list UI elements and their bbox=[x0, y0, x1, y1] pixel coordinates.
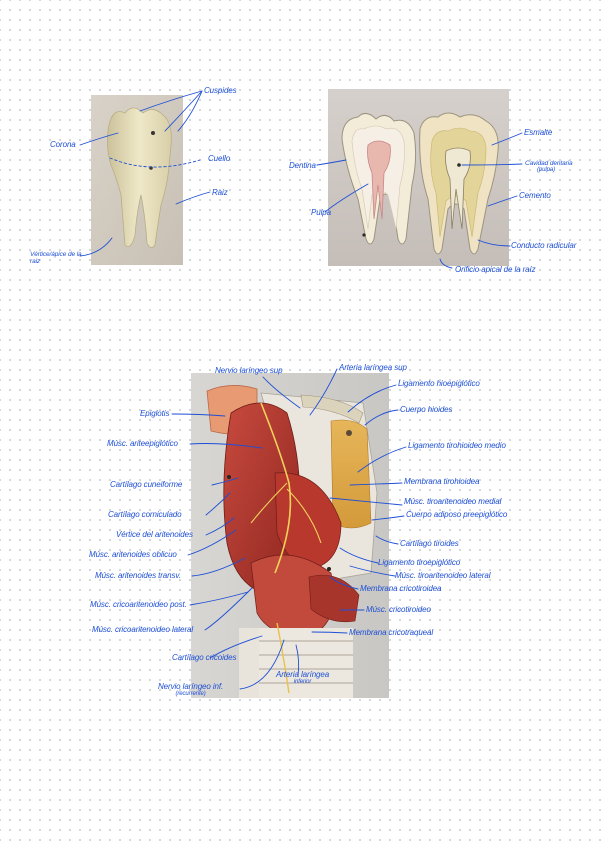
label-musc-cricoaritenoideo-post: Músc. cricoaritenoideo post. bbox=[90, 600, 187, 609]
label-arteria-laringea-inf-sub: inferior bbox=[293, 679, 312, 685]
label-arteria-laringea-inf-main: Arteria laríngea bbox=[276, 670, 330, 679]
label-cemento: Cemento bbox=[519, 191, 551, 200]
label-pulpa: Pulpa bbox=[311, 208, 331, 217]
label-cuello: Cuello bbox=[208, 154, 231, 163]
label-nervio-laringeo-inf-sub: (recurrente) bbox=[175, 691, 206, 697]
label-musc-aritenoides-oblicuo: Músc. aritenoides oblicuo bbox=[89, 550, 177, 559]
label-cuspides: Cuspides bbox=[204, 86, 237, 95]
molar-external-photo bbox=[91, 95, 183, 265]
label-raiz: Raiz bbox=[212, 188, 228, 197]
label-orificio: Orificio apical de la raíz bbox=[455, 265, 536, 274]
label-membrana-cricotraqueal: Membrana cricotraqueal bbox=[349, 628, 434, 637]
label-arteria-laringea-sup: Arteria laríngea sup bbox=[339, 363, 407, 372]
label-nervio-laringeo-sup: Nervio laríngeo sup bbox=[215, 366, 283, 375]
larynx-model-photo bbox=[191, 373, 389, 698]
label-cart-corniculado: Cartílago corniculado bbox=[108, 510, 182, 519]
label-vertice-aritenoides: Vértice del aritenoides bbox=[116, 530, 193, 539]
label-vertice: Vértice/ápice de la raiz bbox=[30, 251, 82, 265]
label-cart-tiroides: Cartílago tiroides bbox=[400, 539, 459, 548]
label-cuerpo-adiposo: Cuerpo adiposo preepiglótico bbox=[406, 510, 508, 519]
label-cart-cuneiforme: Cartílago cuneiforme bbox=[110, 480, 183, 489]
label-conducto: Conducto radicular bbox=[511, 241, 577, 250]
label-lig-hioepiglotico: Ligamento hioepiglótico bbox=[398, 379, 480, 388]
label-membrana-tirohioidea: Membrana tirohioidea bbox=[404, 477, 480, 486]
label-cuerpo-hioides: Cuerpo hioides bbox=[400, 405, 453, 414]
label-esmalte: Esmalte bbox=[524, 128, 553, 137]
label-dentina: Dentina bbox=[289, 161, 316, 170]
label-musc-aritenoides-transv: Músc. aritenoides transv. bbox=[95, 571, 181, 580]
label-cavidad-sub: (pulpa) bbox=[537, 167, 555, 173]
label-lig-tiroepiglotico: Ligamento tiroepiglótico bbox=[378, 558, 461, 567]
label-cavidad-main: Cavidad dentaria bbox=[525, 160, 573, 167]
label-cart-cricoides: Cartílago cricoides bbox=[172, 653, 237, 662]
label-musc-cricotiroideo: Músc. cricotiroideo bbox=[366, 605, 431, 614]
label-nervio-laringeo-inf bbox=[158, 683, 223, 697]
label-musc-arieepiglotico: Músc. ariteepiglótico bbox=[107, 439, 178, 448]
label-lig-tirohioideo-medio: Ligamento tirohioideo medio bbox=[408, 441, 506, 450]
label-musc-tiroaritenoideo-medial: Músc. tiroaritenoideo medial bbox=[404, 497, 502, 506]
label-arteria-laringea-inf bbox=[276, 671, 329, 685]
molar-section-photo bbox=[328, 89, 509, 266]
label-membrana-cricotiroidea: Membrana cricotiroidea bbox=[360, 584, 442, 593]
label-cavidad bbox=[525, 160, 573, 173]
label-epiglotis: Epiglotis bbox=[140, 409, 170, 418]
label-nervio-laringeo-inf-main: Nervio laríngeo inf. bbox=[158, 682, 224, 691]
label-corona: Corona bbox=[50, 140, 76, 149]
label-musc-tiroaritenoideo-lateral: Músc. tiroaritenoideo lateral bbox=[395, 571, 491, 580]
label-musc-cricoaritenoideo-lateral: Músc. cricoaritenoideo lateral bbox=[92, 625, 194, 634]
